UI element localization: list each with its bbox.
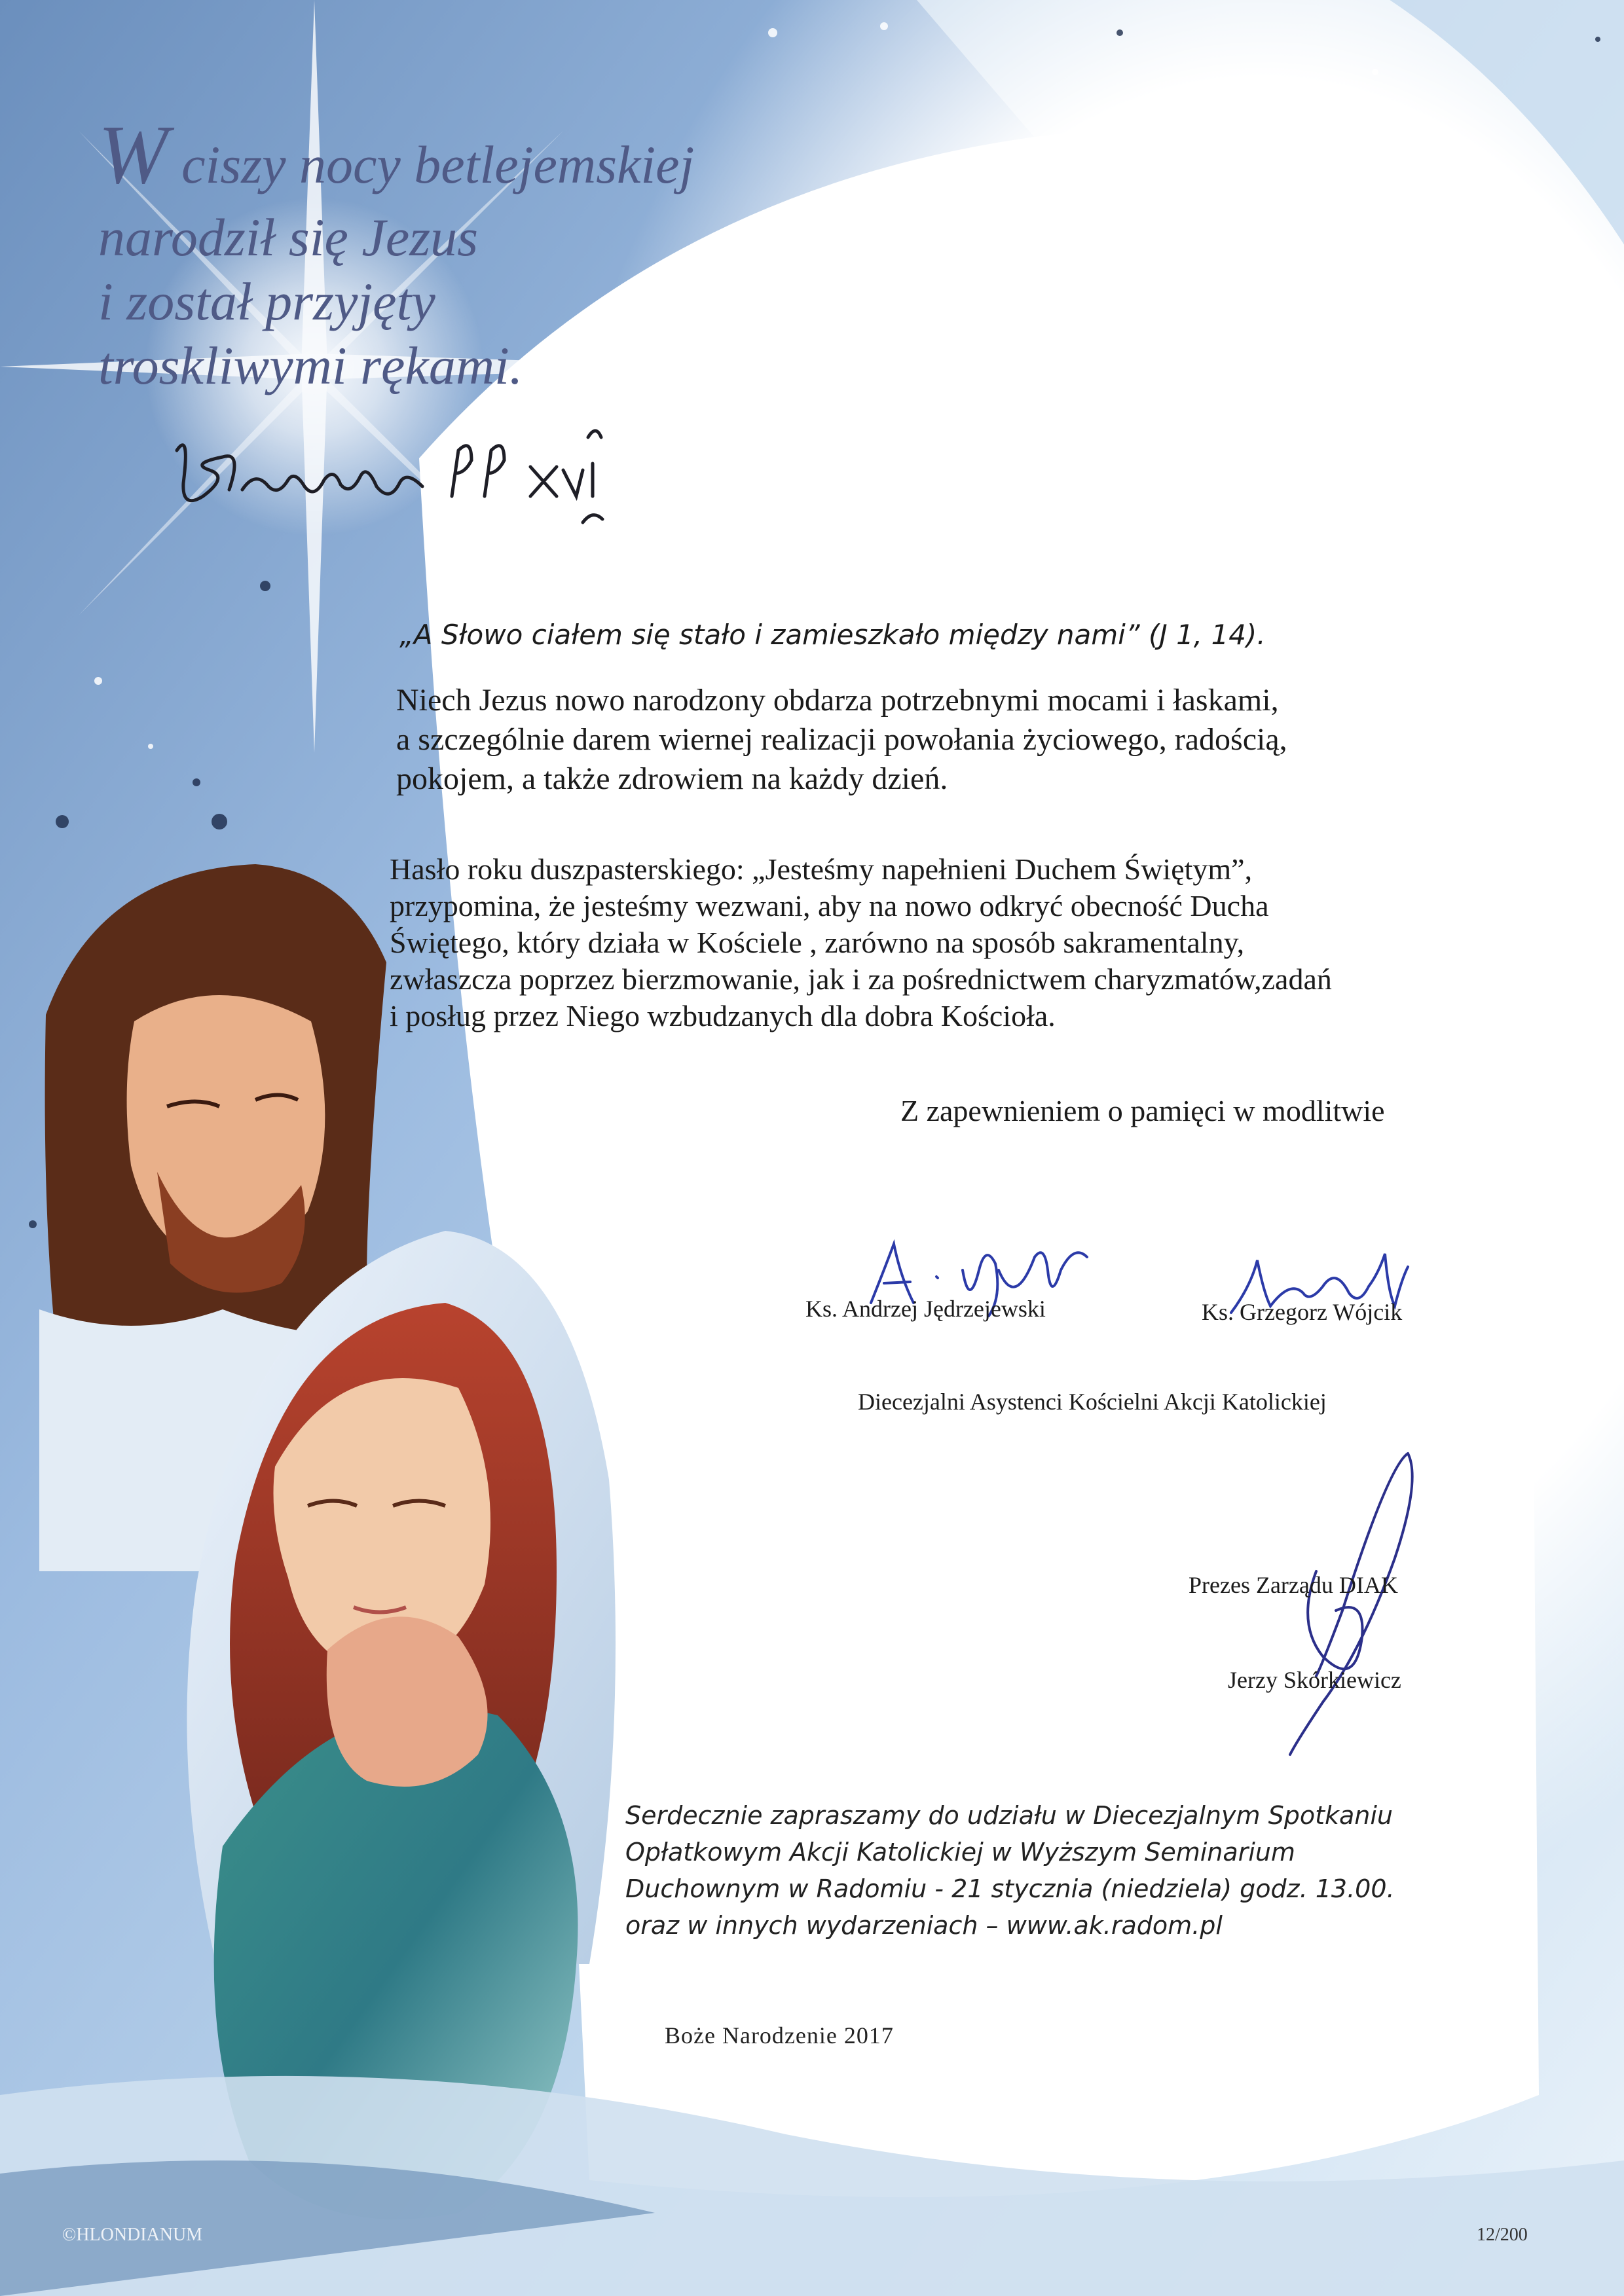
wish-line: pokojem, a także zdrowiem na każdy dzień. xyxy=(396,761,948,796)
scripture-quote: „A Słowo ciałem się stało i zamieszkało między nami” (J 1, 14). xyxy=(399,619,1266,651)
copyright-mark: ©HLONDIANUM xyxy=(62,2225,203,2245)
christmas-wish xyxy=(396,681,1287,799)
closing-line: Z zapewnieniem o pamięci w modlitwie xyxy=(900,1094,1385,1127)
motto-line-2: narodził się Jezus xyxy=(98,207,479,267)
assistants-title: Diecezjalni Asystenci Kościelni Akcji Katolickiej xyxy=(858,1389,1327,1415)
invitation-line: oraz w innych wydarzeniach – www.ak.radom.pl xyxy=(625,1911,1223,1940)
pastoral-motto-paragraph xyxy=(390,851,1332,1034)
invitation-line: Opłatkowym Akcji Katolickiej w Wyższym Seminarium xyxy=(625,1838,1295,1867)
president-signature xyxy=(1244,1440,1441,1768)
signatory-1-name: Ks. Andrzej Jędrzejewski xyxy=(805,1296,1046,1322)
invitation-line: Duchownym w Radomiu - 21 stycznia (niedziela) godz. 13.00. xyxy=(625,1874,1395,1903)
paragraph-line: przypomina, że jesteśmy wezwani, aby na nowo odkryć obecność Ducha xyxy=(390,889,1269,922)
motto-line-4: troskliwymi rękami. xyxy=(98,336,523,396)
paragraph-line: i posług przez Niego wzbudzanych dla dobra Kościoła. xyxy=(390,999,1056,1032)
motto-line-1: W ciszy nocy betlejemskiej xyxy=(98,108,695,201)
signatory-2-name: Ks. Grzegorz Wójcik xyxy=(1202,1299,1403,1325)
wish-line: Niech Jezus nowo narodzony obdarza potrzebnymi mocami i łaskami, xyxy=(396,683,1279,718)
motto-heading xyxy=(98,105,694,399)
pope-signature xyxy=(164,411,622,542)
wish-line: a szczególnie darem wiernej realizacji powołania życiowego, radością, xyxy=(396,722,1287,757)
invitation-paragraph xyxy=(625,1797,1395,1944)
paragraph-line: Świętego, który działa w Kościele , zarówno na sposób sakramentalny, xyxy=(390,926,1245,959)
president-name: Jerzy Skórkiewicz xyxy=(1228,1667,1401,1693)
invitation-line: Serdecznie zapraszamy do udziału w Diecezjalnym Spotkaniu xyxy=(625,1801,1393,1830)
paragraph-line: Hasło roku duszpasterskiego: „Jesteśmy napełnieni Duchem Świętym”, xyxy=(390,852,1253,886)
date-line: Boże Narodzenie 2017 xyxy=(665,2022,894,2049)
motto-line-3: i został przyjęty xyxy=(98,271,435,331)
edition-number: 12/200 xyxy=(1477,2225,1528,2245)
president-role: Prezes Zarządu DIAK xyxy=(1189,1572,1398,1598)
paragraph-line: zwłaszcza poprzez bierzmowanie, jak i za pośrednictwem charyzmatów,zadań xyxy=(390,962,1332,996)
